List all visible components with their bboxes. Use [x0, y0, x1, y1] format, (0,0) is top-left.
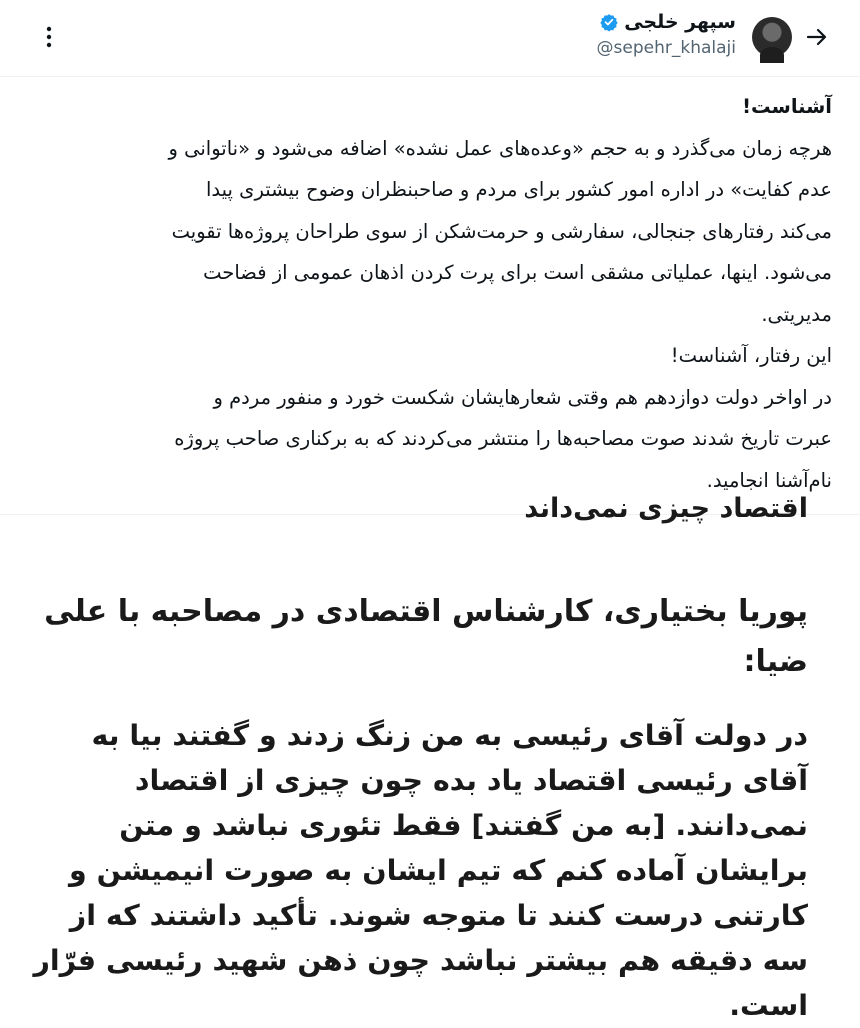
- tweet-line: مدیریتی.: [761, 302, 832, 326]
- tweet-line: نام‌آشنا انجامید.: [706, 468, 832, 492]
- tweet-media-image[interactable]: [0, 493, 860, 1022]
- author-identity[interactable]: [597, 11, 736, 58]
- tweet-line: این رفتار، آشناست!: [670, 344, 832, 367]
- tweet-line: عدم کفایت» در اداره امور کشور برای مردم و صاحبنظران وضوح بیشتری پیدا: [206, 178, 832, 201]
- handle[interactable]: @sepehr_khalaji: [596, 38, 736, 58]
- display-name[interactable]: سپهر خلجی: [624, 11, 736, 33]
- media-heading: پوریا بختیاری، کارشناس اقتصادی در مصاحبه با علی ضیا:: [44, 594, 808, 679]
- tweet-text: [28, 86, 832, 501]
- tweet-line: در اواخر دولت دوازدهم هم وقتی شعارهایشان شکست خورد و منفور مردم و: [213, 385, 832, 409]
- tweet-title: آشناست!: [742, 95, 832, 118]
- verified-badge-icon: [600, 13, 618, 31]
- tweet-header: [0, 0, 860, 77]
- media-quote: در دولت آقای رئیسی به من زنگ زدند و گفتند بیا به آقای رئیسی اقتصاد یاد بده چون چیزی از اقتصاد نمی‌دانند. [به من گفتند] فقط تئوری نباشد و متن برایشان آماده کنم که تیم ایشان به صورت انیمیشن و کارتنی درست کنند تا متوجه شوند. تأکید داشتند که از سه دقیقه هم بیشتر نباشد چون ذهن شهید رئیسی فرّار است.: [33, 719, 808, 1022]
- arrow-right-icon: [805, 25, 829, 53]
- more-options-button[interactable]: [32, 22, 66, 56]
- tweet-line: هرچه زمان می‌گذرد و به حجم «وعده‌های عمل نشده» اضافه می‌شود و «ناتوانی و: [168, 136, 832, 160]
- tweet-line: می‌کند رفتارهای جنجالی، سفارشی و حرمت‌شکن از سوی طراحان پروژه‌ها تقویت: [171, 219, 832, 243]
- more-vertical-icon: [45, 25, 53, 53]
- tweet-line: عبرت تاریخ شدند صوت مصاحبه‌ها را منتشر می‌کردند که به برکناری صاحب پروژه: [174, 427, 832, 450]
- tweet-line: می‌شود. اینها، عملیاتی مشقی است برای پرت کردن اذهان عمومی از فضاحت: [203, 261, 832, 284]
- media-cut-line: اقتصاد چیزی نمی‌داند: [524, 493, 808, 524]
- avatar[interactable]: [752, 17, 792, 57]
- back-button[interactable]: [800, 22, 834, 56]
